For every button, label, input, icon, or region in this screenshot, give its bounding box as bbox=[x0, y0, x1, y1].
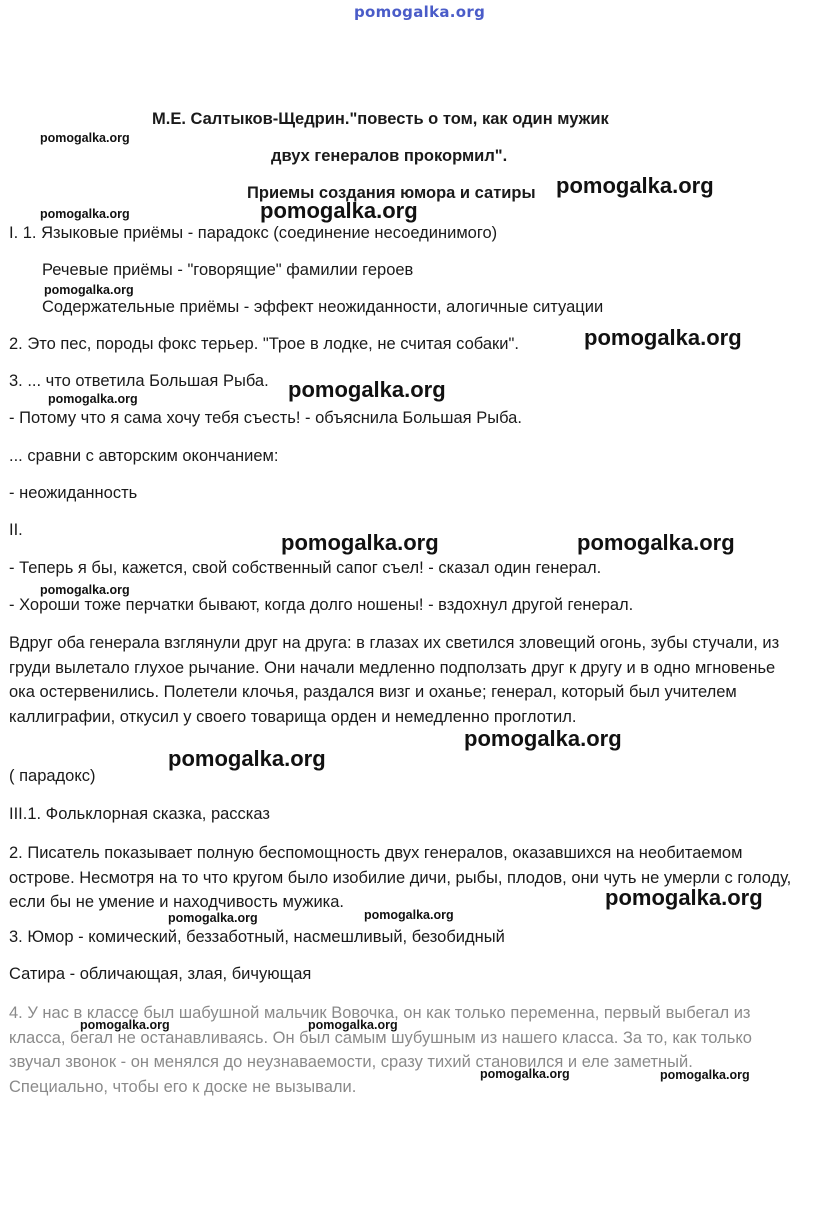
section-iii-3-humor: 3. Юмор - комический, беззаботный, насмешливый, безобидный bbox=[9, 928, 505, 946]
section-i-1-content: Содержательные приёмы - эффект неожиданности, алогичные ситуации bbox=[42, 298, 604, 316]
watermark: pomogalka.org bbox=[168, 911, 258, 925]
watermark: pomogalka.org bbox=[288, 377, 446, 402]
section-iii-2: 2. Писатель показывает полную беспомощность двух генералов, оказавшихся на необитаемом острове. Несмотря на то что кругом было изобилие дичи, рыбы, плодов, они чуть не умерли с голоду, если бы не умение и находчивость мужика. bbox=[9, 844, 792, 911]
watermark: pomogalka.org bbox=[480, 1067, 570, 1081]
section-ii-note: ( парадокс) bbox=[9, 767, 96, 785]
watermark: pomogalka.org bbox=[168, 746, 326, 771]
site-header-link[interactable]: pomogalka.org bbox=[354, 3, 486, 21]
watermark: pomogalka.org bbox=[308, 1018, 398, 1032]
watermark: pomogalka.org bbox=[605, 885, 763, 910]
section-iii-4: 4. У нас в классе был шабушной мальчик Вовочка, он как только переменна, первый выбегал из класса, бегал не останавливаясь. Он был самым шубушным из нашего класса. За то, как только звучал звонок - он менялся до неузнаваемости, сразу тихий становился и еле заметный. Специально, чтобы его к доске не вызывали. bbox=[9, 1004, 752, 1096]
section-i-3: 3. ... что ответила Большая Рыба. bbox=[9, 372, 269, 390]
document-title-line-1: М.Е. Салтыков-Щедрин."повесть о том, как один мужик bbox=[152, 110, 609, 128]
watermark: pomogalka.org bbox=[584, 325, 742, 350]
watermark: pomogalka.org bbox=[464, 726, 622, 751]
document-subtitle: Приемы создания юмора и сатиры bbox=[247, 184, 536, 202]
section-i-2: 2. Это пес, породы фокс терьер. "Трое в лодке, не считая собаки". bbox=[9, 335, 519, 353]
watermark: pomogalka.org bbox=[80, 1018, 170, 1032]
section-i-3-compare: ... сравни с авторским окончанием: bbox=[9, 447, 279, 465]
section-i-3-answer: - Потому что я сама хочу тебя съесть! - объяснила Большая Рыба. bbox=[9, 409, 522, 427]
watermark: pomogalka.org bbox=[660, 1068, 750, 1082]
watermark: pomogalka.org bbox=[577, 530, 735, 555]
watermark: pomogalka.org bbox=[40, 131, 130, 145]
watermark: pomogalka.org bbox=[40, 207, 130, 221]
section-ii-line-2: - Хороши тоже перчатки бывают, когда долго ношены! - вздохнул другой генерал. bbox=[9, 596, 634, 614]
section-i-1: I. 1. Языковые приёмы - парадокс (соединение несоединимого) bbox=[9, 224, 498, 242]
section-i-1-speech: Речевые приёмы - "говорящие" фамилии героев bbox=[42, 261, 414, 279]
watermark: pomogalka.org bbox=[260, 198, 418, 223]
section-iii-1: III.1. Фольклорная сказка, рассказ bbox=[9, 805, 270, 823]
watermark: pomogalka.org bbox=[40, 583, 130, 597]
section-ii-line-1: - Теперь я бы, кажется, свой собственный сапог съел! - сказал один генерал. bbox=[9, 559, 602, 577]
watermark: pomogalka.org bbox=[44, 283, 134, 297]
watermark: pomogalka.org bbox=[48, 392, 138, 406]
watermark: pomogalka.org bbox=[281, 530, 439, 555]
document-title-line-2: двух генералов прокормил". bbox=[271, 147, 508, 165]
watermark: pomogalka.org bbox=[364, 908, 454, 922]
section-ii-heading: II. bbox=[9, 521, 23, 539]
section-i-3-result: - неожиданность bbox=[9, 484, 138, 502]
section-ii-paragraph: Вдруг оба генерала взглянули друг на друга: в глазах их светился зловещий огонь, зубы стучали, из груди вылетало глухое рычание. Они начали медленно подползать друг к другу и в одно мгновенье ока остервенились. Полетели клочья, раздался визг и оханье; генерал, который был учителем каллиграфии, откусил у своего товарища орден и немедленно проглотил. bbox=[9, 634, 780, 726]
watermark: pomogalka.org bbox=[556, 173, 714, 198]
section-iii-3-satire: Сатира - обличающая, злая, бичующая bbox=[9, 965, 312, 983]
